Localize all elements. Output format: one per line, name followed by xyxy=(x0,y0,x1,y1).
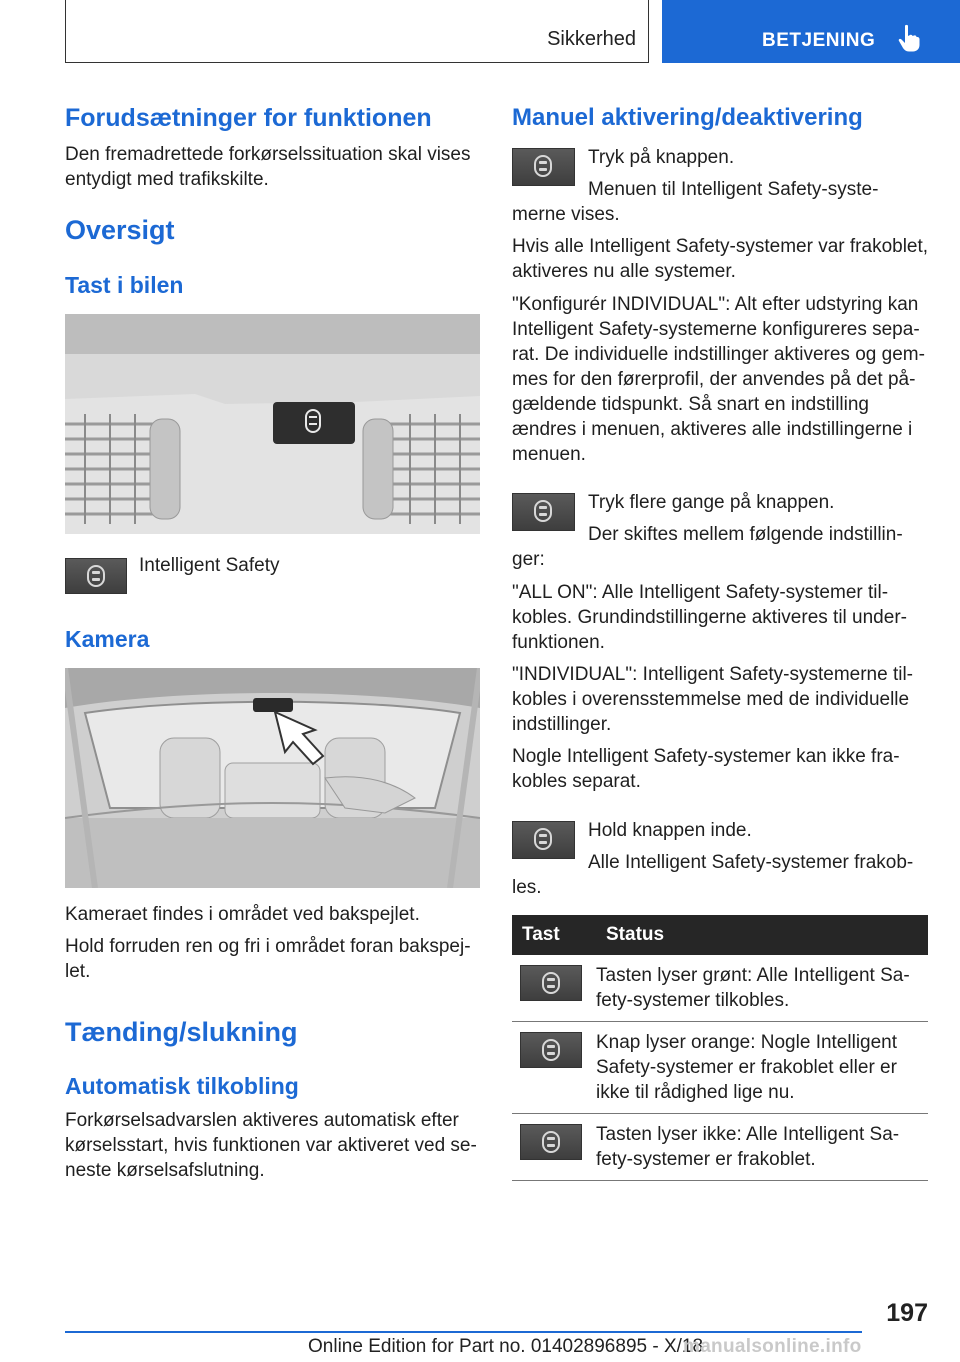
status-line: fety-systemer er frakoblet. xyxy=(596,1149,816,1170)
step1-line-3: merne vises. xyxy=(512,204,620,225)
p3-line-2: kobles. Grundindstillingerne aktiveres til under- xyxy=(512,607,907,628)
status-line: ikke til rådighed lige nu. xyxy=(596,1082,795,1103)
p3-line-3: funktionen. xyxy=(512,632,605,653)
heading-button-in-car: Tast i bilen xyxy=(65,272,184,298)
col-status-header: Status xyxy=(596,915,928,955)
p2-line-6: ændres i menuen, aktiveres alle indstillingerne i xyxy=(512,419,913,440)
intelligent-safety-button-icon xyxy=(512,493,575,531)
status-line: Knap lyser orange: Nogle Intelligent xyxy=(596,1032,898,1053)
table-row xyxy=(512,1022,928,1114)
intelligent-safety-button-icon xyxy=(65,558,127,594)
heading-prerequisites: Forudsætninger for funktionen xyxy=(65,104,432,132)
step2-line-3: ger: xyxy=(512,549,545,570)
chapter-tab-label: BETJENING xyxy=(762,30,876,51)
table-row xyxy=(512,1114,928,1181)
p5-line-2: kobles separat. xyxy=(512,771,641,792)
status-cell xyxy=(596,1022,928,1114)
chapter-tab[interactable] xyxy=(662,0,960,63)
table-header-row xyxy=(512,915,928,955)
table-icon-cell xyxy=(512,1022,596,1114)
step2-line-1: Tryk flere gange på knappen. xyxy=(588,492,835,513)
heading-manual: Manuel aktivering/deaktivering xyxy=(512,104,863,131)
status-cell xyxy=(596,1114,928,1181)
heading-automatic: Automatisk tilkobling xyxy=(65,1073,299,1099)
step3-line-1: Hold knappen inde. xyxy=(588,820,752,841)
prerequisites-line-2: entydigt med trafikskilte. xyxy=(65,169,269,190)
heading-on-off: Tænding/slukning xyxy=(65,1017,298,1047)
step3-line-3: les. xyxy=(512,877,542,898)
p1-line-2: aktiveres nu alle systemer. xyxy=(512,261,736,282)
p2-line-5: gældende tidspunkt. Så snart en indstilling xyxy=(512,394,870,415)
prerequisites-line-1: Den fremadrettede forkørselssituation skal vises xyxy=(65,144,471,165)
status-cell xyxy=(596,955,928,1022)
intelligent-safety-button-icon xyxy=(520,965,582,1001)
heading-overview: Oversigt xyxy=(65,215,175,245)
p1-line-1: Hvis alle Intelligent Safety-systemer var frakoblet, xyxy=(512,236,929,257)
status-line: fety-systemer tilkobles. xyxy=(596,990,790,1011)
p2-line-2: Intelligent Safety-systemerne konfigureres sepa- xyxy=(512,319,920,340)
button-caption: Intelligent Safety xyxy=(139,555,280,576)
step1-line-2: Menuen til Intelligent Safety-syste- xyxy=(588,179,879,200)
heading-camera: Kamera xyxy=(65,626,150,652)
camera-text-2-line-2: let. xyxy=(65,961,91,982)
hand-pointer-icon xyxy=(898,24,920,57)
camera-text-1: Kameraet findes i området ved bakspejlet. xyxy=(65,904,420,925)
status-table xyxy=(512,915,928,1181)
status-line: Tasten lyser grønt: Alle Intelligent Sa- xyxy=(596,965,910,986)
watermark: manualsonline.info xyxy=(683,1336,862,1357)
step3-line-2: Alle Intelligent Safety-systemer frakob- xyxy=(588,852,914,873)
section-title: Sikkerhed xyxy=(547,28,636,50)
camera-text-2-line-1: Hold forruden ren og fri i området foran bakspej- xyxy=(65,936,471,957)
auto-line-3: neste kørselsafslutning. xyxy=(65,1160,265,1181)
page-number: 197 xyxy=(886,1299,928,1327)
dashboard-button-photo xyxy=(65,314,480,534)
p3-line-1: "ALL ON": Alle Intelligent Safety-systemer til- xyxy=(512,582,889,603)
table-icon-cell xyxy=(512,955,596,1022)
p2-line-3: rat. De individuelle indstillinger aktiveres og gem- xyxy=(512,344,925,365)
step2-line-2: Der skiftes mellem følgende indstillin- xyxy=(588,524,903,545)
edition-text: Online Edition for Part no. 01402896895 - X/18 xyxy=(308,1336,704,1357)
header-section-box xyxy=(65,0,649,63)
footer-divider xyxy=(65,1331,862,1333)
p4-line-2: kobles i overensstemmelse med de individuelle xyxy=(512,689,910,710)
step1-line-1: Tryk på knappen. xyxy=(588,147,735,168)
p2-line-4: mes for den førerprofil, der anvendes på det på- xyxy=(512,369,916,390)
p2-line-1: "Konfigurér INDIVIDUAL": Alt efter udstyring kan xyxy=(512,294,919,315)
status-line: Safety-systemer er frakoblet eller er xyxy=(596,1057,897,1078)
status-line: Tasten lyser ikke: Alle Intelligent Sa- xyxy=(596,1124,900,1145)
auto-line-1: Forkørselsadvarslen aktiveres automatisk efter xyxy=(65,1110,459,1131)
table-row xyxy=(512,955,928,1022)
intelligent-safety-button-icon xyxy=(512,821,575,859)
p5-line-1: Nogle Intelligent Safety-systemer kan ikke fra- xyxy=(512,746,900,767)
p4-line-3: indstillinger. xyxy=(512,714,612,735)
p2-line-7: menuen. xyxy=(512,444,586,465)
camera-location-photo xyxy=(65,668,480,888)
intelligent-safety-button-icon xyxy=(520,1032,582,1068)
auto-line-2: kørselsstart, hvis funktionen var aktiveret ved se- xyxy=(65,1135,477,1156)
col-tast-header: Tast xyxy=(512,915,596,955)
p4-line-1: "INDIVIDUAL": Intelligent Safety-systemerne til- xyxy=(512,664,914,685)
intelligent-safety-button-icon xyxy=(512,148,575,186)
intelligent-safety-button-icon xyxy=(520,1124,582,1160)
table-icon-cell xyxy=(512,1114,596,1181)
